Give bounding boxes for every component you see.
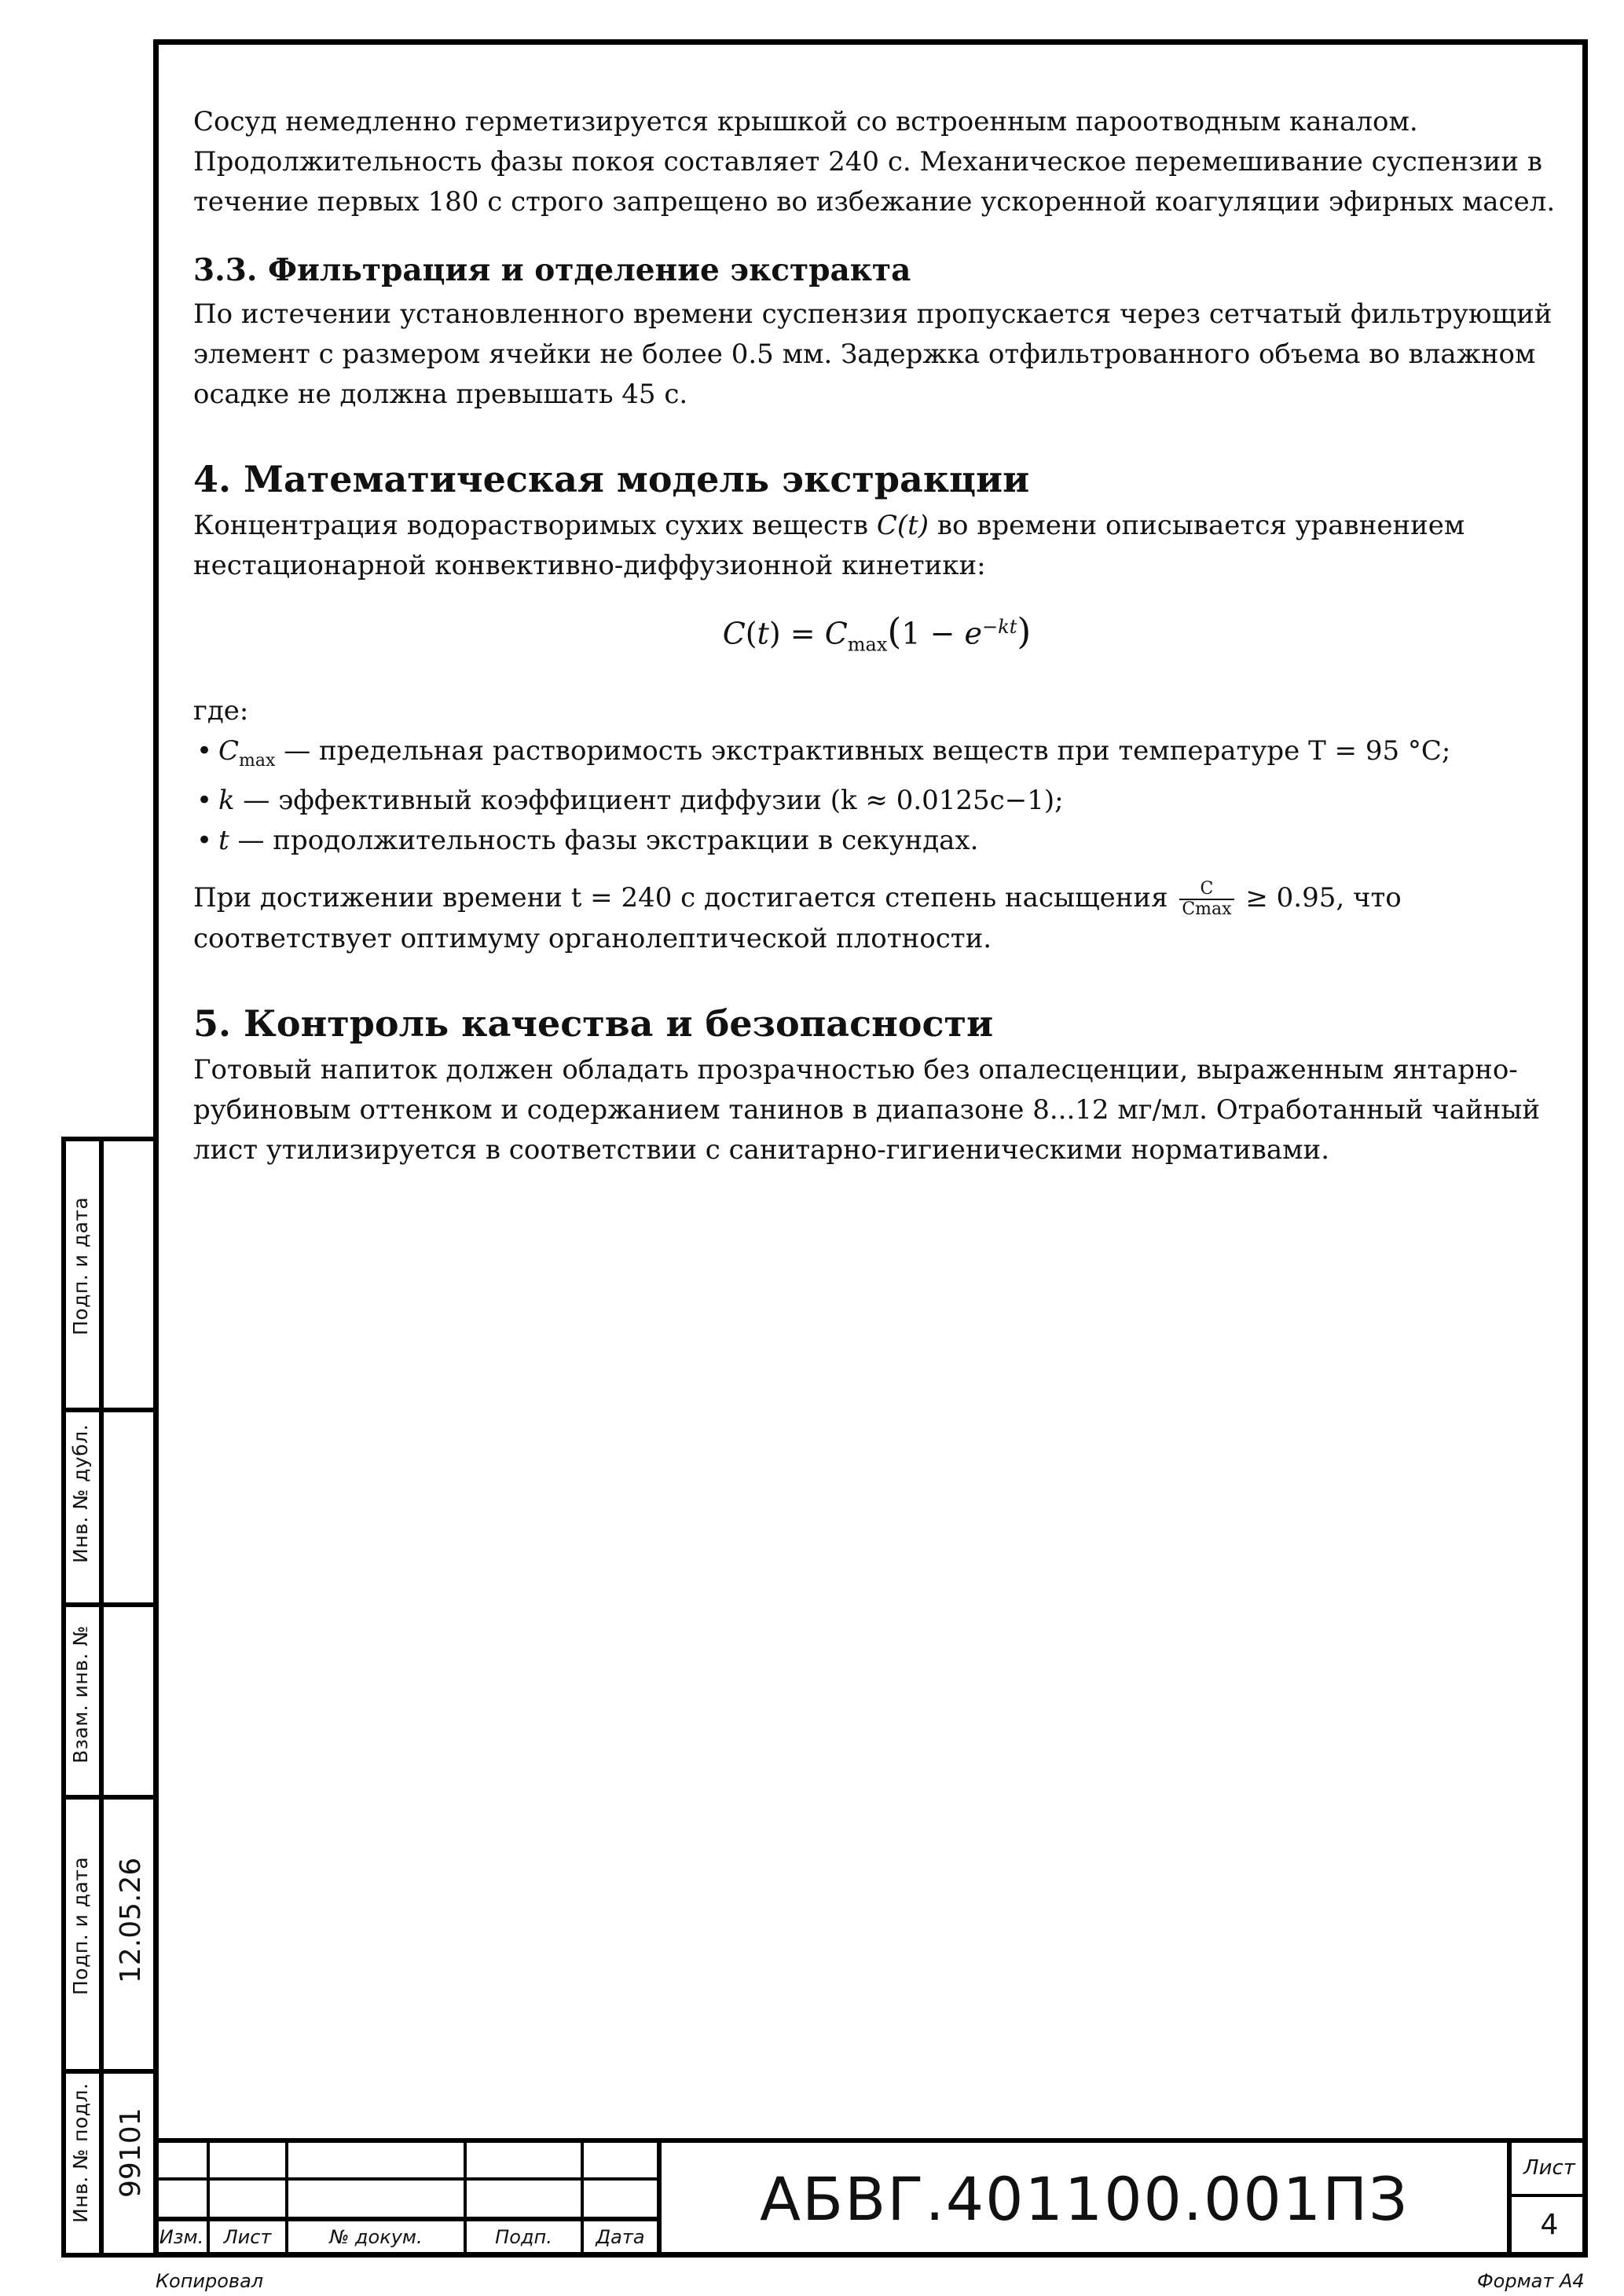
section-4-intro-variable: C(t) [876, 510, 929, 541]
section-4-intro-text-b: во времени описывается уравнением нестационарной конвективно-диффузионной кинетики: [193, 510, 1465, 581]
where-label: где: [193, 695, 249, 727]
variable-list [193, 731, 1560, 861]
format-label: Формат А4 [1477, 2270, 1585, 2292]
fraction-numerator: C [1179, 880, 1234, 900]
section-4-heading: 4. Математическая модель экстракции [193, 458, 1030, 500]
sheet-label: Лист [1523, 2156, 1575, 2180]
document-body [193, 102, 1560, 1170]
section-5-paragraph: Готовый напиток должен обладать прозрачностью без опалесценции, выраженным янтарно-рубиновым оттенком и содержанием танинов в диапазоне 8...12 мг/мл. Отработанный чайный лист утилизируется в соответствии с санитарно-гигиеническими нормативами. [193, 1054, 1541, 1166]
section-4-intro-text-a: Концентрация водорастворимых сухих веществ [193, 510, 877, 541]
section-3-3-heading: 3.3. Фильтрация и отделение экстракта [193, 252, 911, 288]
bullet-3-text: — продолжительность фазы экстракции в секундах. [229, 825, 979, 857]
n-dokum-label: № докум. [329, 2226, 423, 2248]
list-label: Лист [223, 2226, 272, 2248]
data-label: Дата [596, 2226, 645, 2248]
bullet-2-variable: k [218, 785, 235, 817]
bullet-1-text: — предельная растворимость экстрактивных веществ при температуре T = 95 °C; [275, 735, 1451, 767]
izm-label: Изм. [159, 2226, 204, 2248]
bullet-2-text: — эффективный коэффициент диффузии (k ≈ 0.0125c−1); [234, 785, 1064, 817]
saturation-text-a: При достижении времени t = 240 с достигается степень насыщения [193, 882, 1177, 914]
inv-dubl-label: Инв. № дубл. [69, 1423, 92, 1563]
bullet-3-variable: t [218, 825, 229, 857]
formula-lhs: C [722, 616, 746, 651]
saturation-fraction [1179, 880, 1234, 919]
intro-paragraph: Сосуд немедленно герметизируется крышкой со встроенным пароотводным каналом. Продолжительность фазы покоя составляет 240 с. Механическое перемешивание суспензии в течение первых 180 с строго запрещено во избежание ускоренной коагуляции эфирных масел. [193, 106, 1556, 218]
section-3-3-paragraph: По истечении установленного времени суспензия пропускается через сетчатый фильтрующий элемент с размером ячейки не более 0.5 мм. Задержка отфильтрованного объема во влажном осадке не должна превышать 45 с. [193, 298, 1553, 410]
inv-podl-value: 99101 [115, 2107, 147, 2198]
extraction-formula: $C(t) = C_{max}(1 - e^{-kt})$ [722, 610, 1032, 656]
saturation-text-b: ≥ 0.95, что соответствует оптимуму органолептической плотности. [193, 882, 1402, 955]
fraction-denominator: Cmax [1182, 899, 1232, 920]
copied-label: Копировал [156, 2270, 264, 2292]
vzam-inv-label: Взам. инв. № [69, 1625, 92, 1763]
section-4-intro [193, 506, 1560, 586]
sheet-number: 4 [1540, 2209, 1559, 2241]
podp-label: Подп. [495, 2226, 552, 2248]
list-item [193, 821, 1560, 861]
section-5-heading: 5. Контроль качества и безопасности [193, 1002, 994, 1045]
list-item: • $C_{max}$ — предельная растворимость экстрактивных веществ при температуре T = 95 °C; [193, 731, 1560, 781]
document-code: АБВГ.401100.001ПЗ [760, 2164, 1409, 2234]
inv-podl-label: Инв. № подл. [69, 2082, 92, 2223]
podp-i-data-bottom-label: Подп. и дата [69, 1856, 92, 1995]
podp-i-data-top-label: Подп. и дата [69, 1196, 92, 1335]
list-item [193, 781, 1560, 821]
podp-date-value: 12.05.26 [115, 1857, 147, 1983]
saturation-paragraph [193, 878, 1560, 959]
